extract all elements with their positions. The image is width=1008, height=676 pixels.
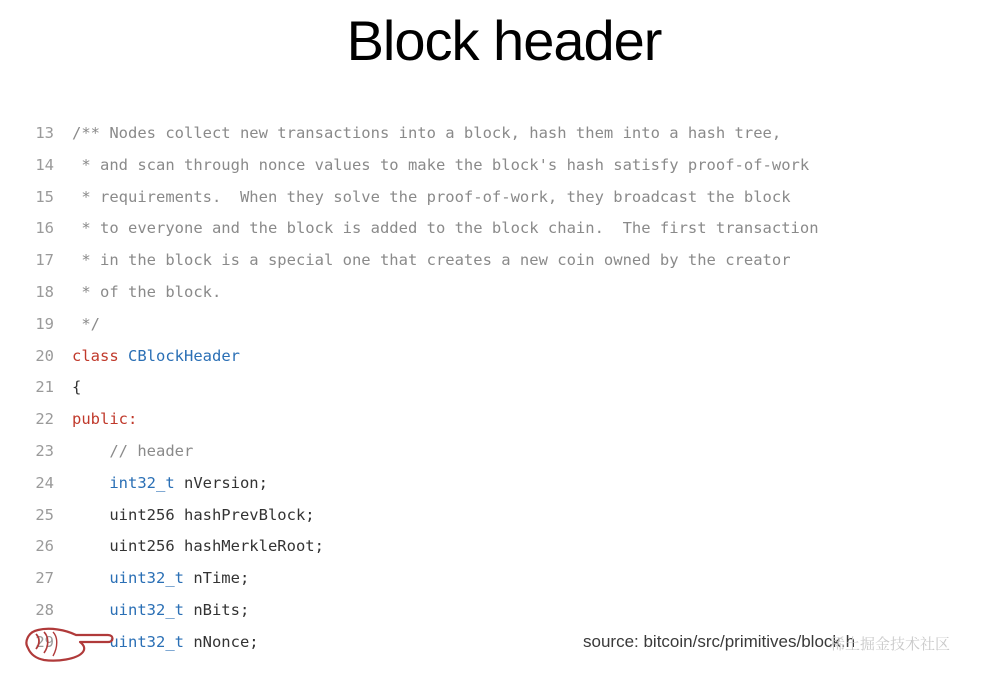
code-text bbox=[72, 531, 324, 563]
code-text bbox=[72, 182, 791, 214]
code-line bbox=[20, 118, 980, 150]
code-token bbox=[72, 569, 109, 587]
code-text bbox=[72, 500, 315, 532]
code-line bbox=[20, 436, 980, 468]
source-caption: source: bitcoin/src/primitives/block.h bbox=[583, 632, 856, 651]
hand-pointing-icon bbox=[22, 620, 118, 666]
line-number: 15 bbox=[35, 187, 54, 206]
code-text bbox=[72, 372, 81, 404]
code-token: nNonce; bbox=[183, 632, 259, 651]
line-number: 21 bbox=[35, 378, 54, 397]
line-number: 14 bbox=[35, 155, 54, 174]
line-number: 20 bbox=[35, 346, 54, 365]
code-line bbox=[20, 277, 980, 309]
code-line bbox=[20, 500, 980, 532]
code-token: nTime; bbox=[183, 569, 250, 588]
code-line bbox=[20, 595, 980, 627]
code-text bbox=[72, 341, 240, 373]
code-token: public: bbox=[72, 410, 138, 429]
code-token: uint32_t bbox=[109, 600, 184, 619]
code-text bbox=[72, 468, 268, 500]
code-token: nVersion; bbox=[174, 473, 268, 492]
code-listing bbox=[20, 118, 980, 659]
line-number: 17 bbox=[35, 251, 54, 270]
code-token: // header bbox=[72, 441, 194, 460]
code-token bbox=[72, 474, 109, 492]
code-token: CBlockHeader bbox=[128, 346, 240, 365]
code-token bbox=[72, 601, 109, 619]
line-number: 27 bbox=[35, 569, 54, 588]
code-token: class bbox=[72, 346, 128, 365]
line-number: 22 bbox=[35, 410, 54, 429]
code-line bbox=[20, 372, 980, 404]
line-number: 25 bbox=[35, 505, 54, 524]
code-token: uint256 hashMerkleRoot; bbox=[72, 537, 324, 556]
code-line bbox=[20, 182, 980, 214]
code-text bbox=[72, 404, 137, 436]
code-line bbox=[20, 213, 980, 245]
code-token: * requirements. When they solve the proof-of-work, they broadcast the block bbox=[72, 187, 791, 206]
code-line bbox=[20, 341, 980, 373]
code-text bbox=[72, 277, 221, 309]
line-number: 16 bbox=[35, 219, 54, 238]
code-text bbox=[72, 563, 249, 595]
code-token: uint32_t bbox=[109, 632, 184, 651]
code-token: int32_t bbox=[109, 473, 175, 492]
code-text bbox=[72, 309, 100, 341]
code-token: * to everyone and the block is added to the block chain. The first transaction bbox=[72, 219, 819, 238]
code-token: * and scan through nonce values to make the block's hash satisfy proof-of-work bbox=[72, 155, 810, 174]
code-token: * in the block is a special one that creates a new coin owned by the creator bbox=[72, 251, 791, 270]
line-number: 19 bbox=[35, 314, 54, 333]
code-token: { bbox=[72, 378, 82, 397]
code-token: nBits; bbox=[183, 600, 250, 619]
line-number: 24 bbox=[35, 473, 54, 492]
code-text bbox=[72, 150, 809, 182]
line-number: 13 bbox=[35, 124, 54, 142]
code-line bbox=[20, 563, 980, 595]
code-line bbox=[20, 309, 980, 341]
line-number: 29 bbox=[35, 632, 54, 651]
code-token: uint256 hashPrevBlock; bbox=[72, 505, 315, 524]
line-number: 26 bbox=[35, 537, 54, 556]
code-text bbox=[72, 436, 193, 468]
line-number: 28 bbox=[35, 600, 54, 619]
watermark-text: 稀土掘金技术社区 bbox=[830, 636, 951, 653]
line-number: 18 bbox=[35, 282, 54, 301]
code-line bbox=[20, 404, 980, 436]
code-text bbox=[72, 213, 819, 245]
code-token: * of the block. bbox=[72, 282, 222, 301]
code-text bbox=[72, 245, 791, 277]
code-text bbox=[72, 118, 781, 150]
page-title: Block header bbox=[346, 9, 662, 72]
line-number: 23 bbox=[35, 441, 54, 460]
code-line bbox=[20, 245, 980, 277]
code-token: */ bbox=[72, 314, 100, 333]
code-token: /** Nodes collect new transactions into a block, hash them into a hash tree, bbox=[72, 124, 782, 142]
code-line bbox=[20, 468, 980, 500]
code-token: uint32_t bbox=[109, 569, 184, 588]
code-line bbox=[20, 150, 980, 182]
code-line bbox=[20, 531, 980, 563]
